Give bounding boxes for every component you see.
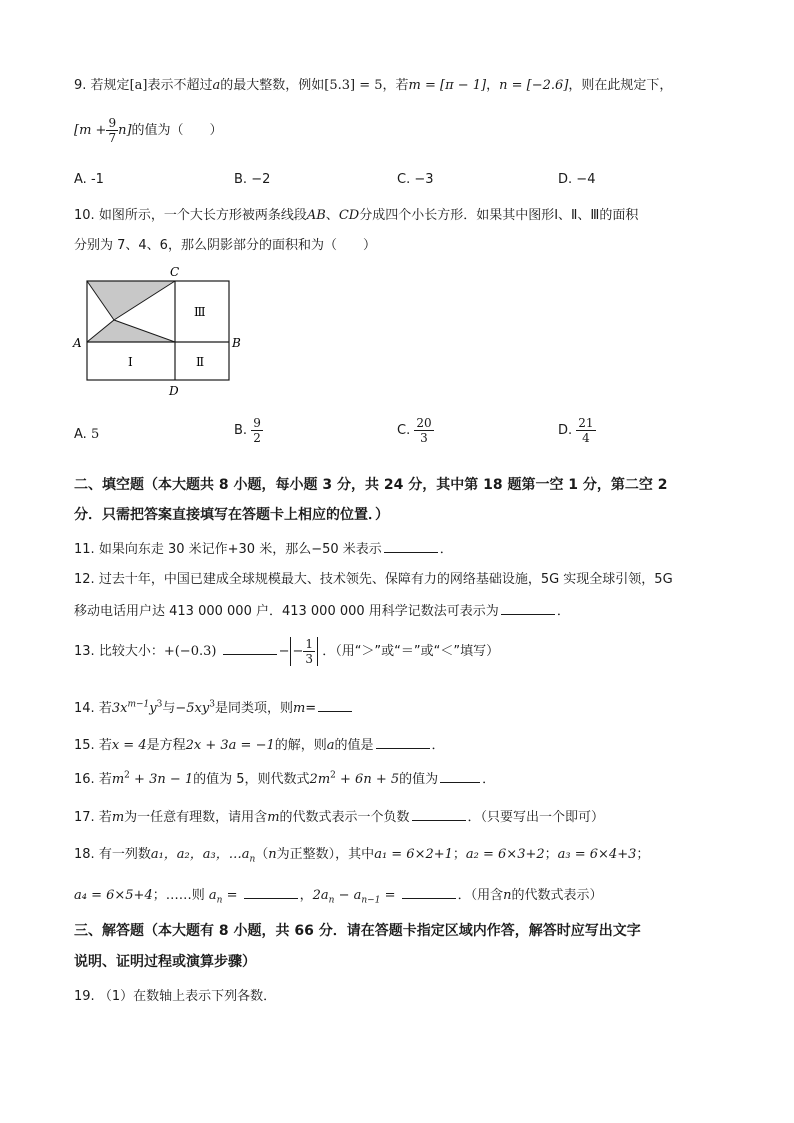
q10-number: 10. xyxy=(74,208,95,223)
label-iii: Ⅲ xyxy=(194,305,206,319)
q9-option-d[interactable]: D. −4 xyxy=(558,172,596,187)
section3-heading-line1: 三、解答题（本大题有 8 小题，共 66 分．请在答题卡指定区域内作答，解答时应写出文字 xyxy=(74,923,641,939)
q10-line2: 分别为 7、4、6，那么阴影部分的面积和为（ ） xyxy=(74,238,376,253)
answer-blank[interactable] xyxy=(412,807,466,821)
q12-line1: 12. 过去十年，中国已建成全球规模最大、技术领先、保障有力的网络基础设施，5G 实现全球引领，5G xyxy=(74,572,673,587)
q14: 14. 若$3x^{m-1}y^3$与$-5xy^3$是同类项，则m= xyxy=(74,697,354,716)
answer-blank[interactable] xyxy=(223,641,277,655)
q16: 16. 若$m^2 + 3n - 1$的值为 5，则代数式$2m^2 + 6n + 5$的值为 ． xyxy=(74,770,496,787)
absolute-value: − $\frac{1}{3}$ xyxy=(290,637,319,666)
answer-blank[interactable] xyxy=(244,885,298,899)
q10-line1: 10. 如图所示，一个大长方形被两条线段AB、CD分成四个小长方形．如果其中图形Ⅰ、Ⅱ、Ⅲ的面积 xyxy=(74,208,639,223)
q10-option-b[interactable]: B. $\frac{9}{2}$ xyxy=(234,416,261,445)
label-ii: Ⅱ xyxy=(196,355,205,369)
label-b: B xyxy=(232,336,241,350)
q17: 17. 若m为一任意有理数，请用含m的代数式表示一个负数 ．（只要写出一个即可） xyxy=(74,806,604,825)
q9-line1: 9. 若规定[a]表示不超过a的最大整数，例如[5.3] = 5，若m = [π − 1]，n = [−2.6]，则在此规定下， xyxy=(74,78,673,93)
q9-option-b[interactable]: B. −2 xyxy=(234,172,271,187)
q9-option-c[interactable]: C. −3 xyxy=(397,172,434,187)
answer-blank[interactable] xyxy=(318,698,352,712)
answer-blank[interactable] xyxy=(376,735,430,749)
section2-heading-line2: 分．只需把答案直接填写在答题卡上相应的位置．） xyxy=(74,507,389,523)
label-i: Ⅰ xyxy=(128,355,133,369)
label-c: C xyxy=(170,265,180,279)
q19: 19. （1）在数轴上表示下列各数． xyxy=(74,989,277,1004)
answer-blank[interactable] xyxy=(440,769,480,783)
label-d: D xyxy=(169,384,179,398)
q18-line1: 18. 有一列数a₁，a₂，a₃，$\dots a_n(n$为正整数），其中a₁ = 6×2+1；a₂ = 6×3+2；a₃ = 6×4+3； xyxy=(74,847,650,865)
section3-heading-line2: 说明、证明过程或演算步骤） xyxy=(74,954,256,970)
q10-figure xyxy=(70,262,250,398)
q13: 13. 比较大小：+(−0.3) − − $\frac{1}{3}$ ．（用“＞”或“＝”或“＜”填写） xyxy=(74,637,500,666)
q10-option-c[interactable]: C. $\frac{20}{3}$ xyxy=(397,416,432,445)
q9-line2: [m + $\frac{9}{7}$ n]的值为（ ） xyxy=(74,116,223,145)
q12-line2: 移动电话用户达 413 000 000 户．413 000 000 用科学记数法可表示为 ． xyxy=(74,600,570,619)
q9-number: 9. xyxy=(74,78,87,93)
section2-heading-line1: 二、填空题（本大题共 8 小题，每小题 3 分，共 24 分，其中第 18 题第一空 1 分，第二空 2 xyxy=(74,477,668,493)
q9-fraction: $\frac{9}{7}$ xyxy=(108,116,117,145)
q15: 15. 若x = 4是方程2x + 3a = −1的解，则a的值是 ． xyxy=(74,734,445,753)
label-a: A xyxy=(73,336,82,350)
q11: 11. 如果向东走 30 米记作+30 米，那么−50 米表示 ． xyxy=(74,538,453,557)
answer-blank[interactable] xyxy=(402,885,456,899)
q10-option-d[interactable]: D. $\frac{21}{4}$ xyxy=(558,416,594,445)
q9-option-a[interactable]: A. -1 xyxy=(74,172,104,187)
q10-option-a[interactable]: A. 5 xyxy=(74,427,100,442)
answer-blank[interactable] xyxy=(501,601,555,615)
answer-blank[interactable] xyxy=(384,539,438,553)
q18-line2: a₄ = 6×5+4；……则 $a_n$ = ，$2a_n - a_{n-1}$ = ．（用含n的代数式表示） xyxy=(74,884,603,906)
